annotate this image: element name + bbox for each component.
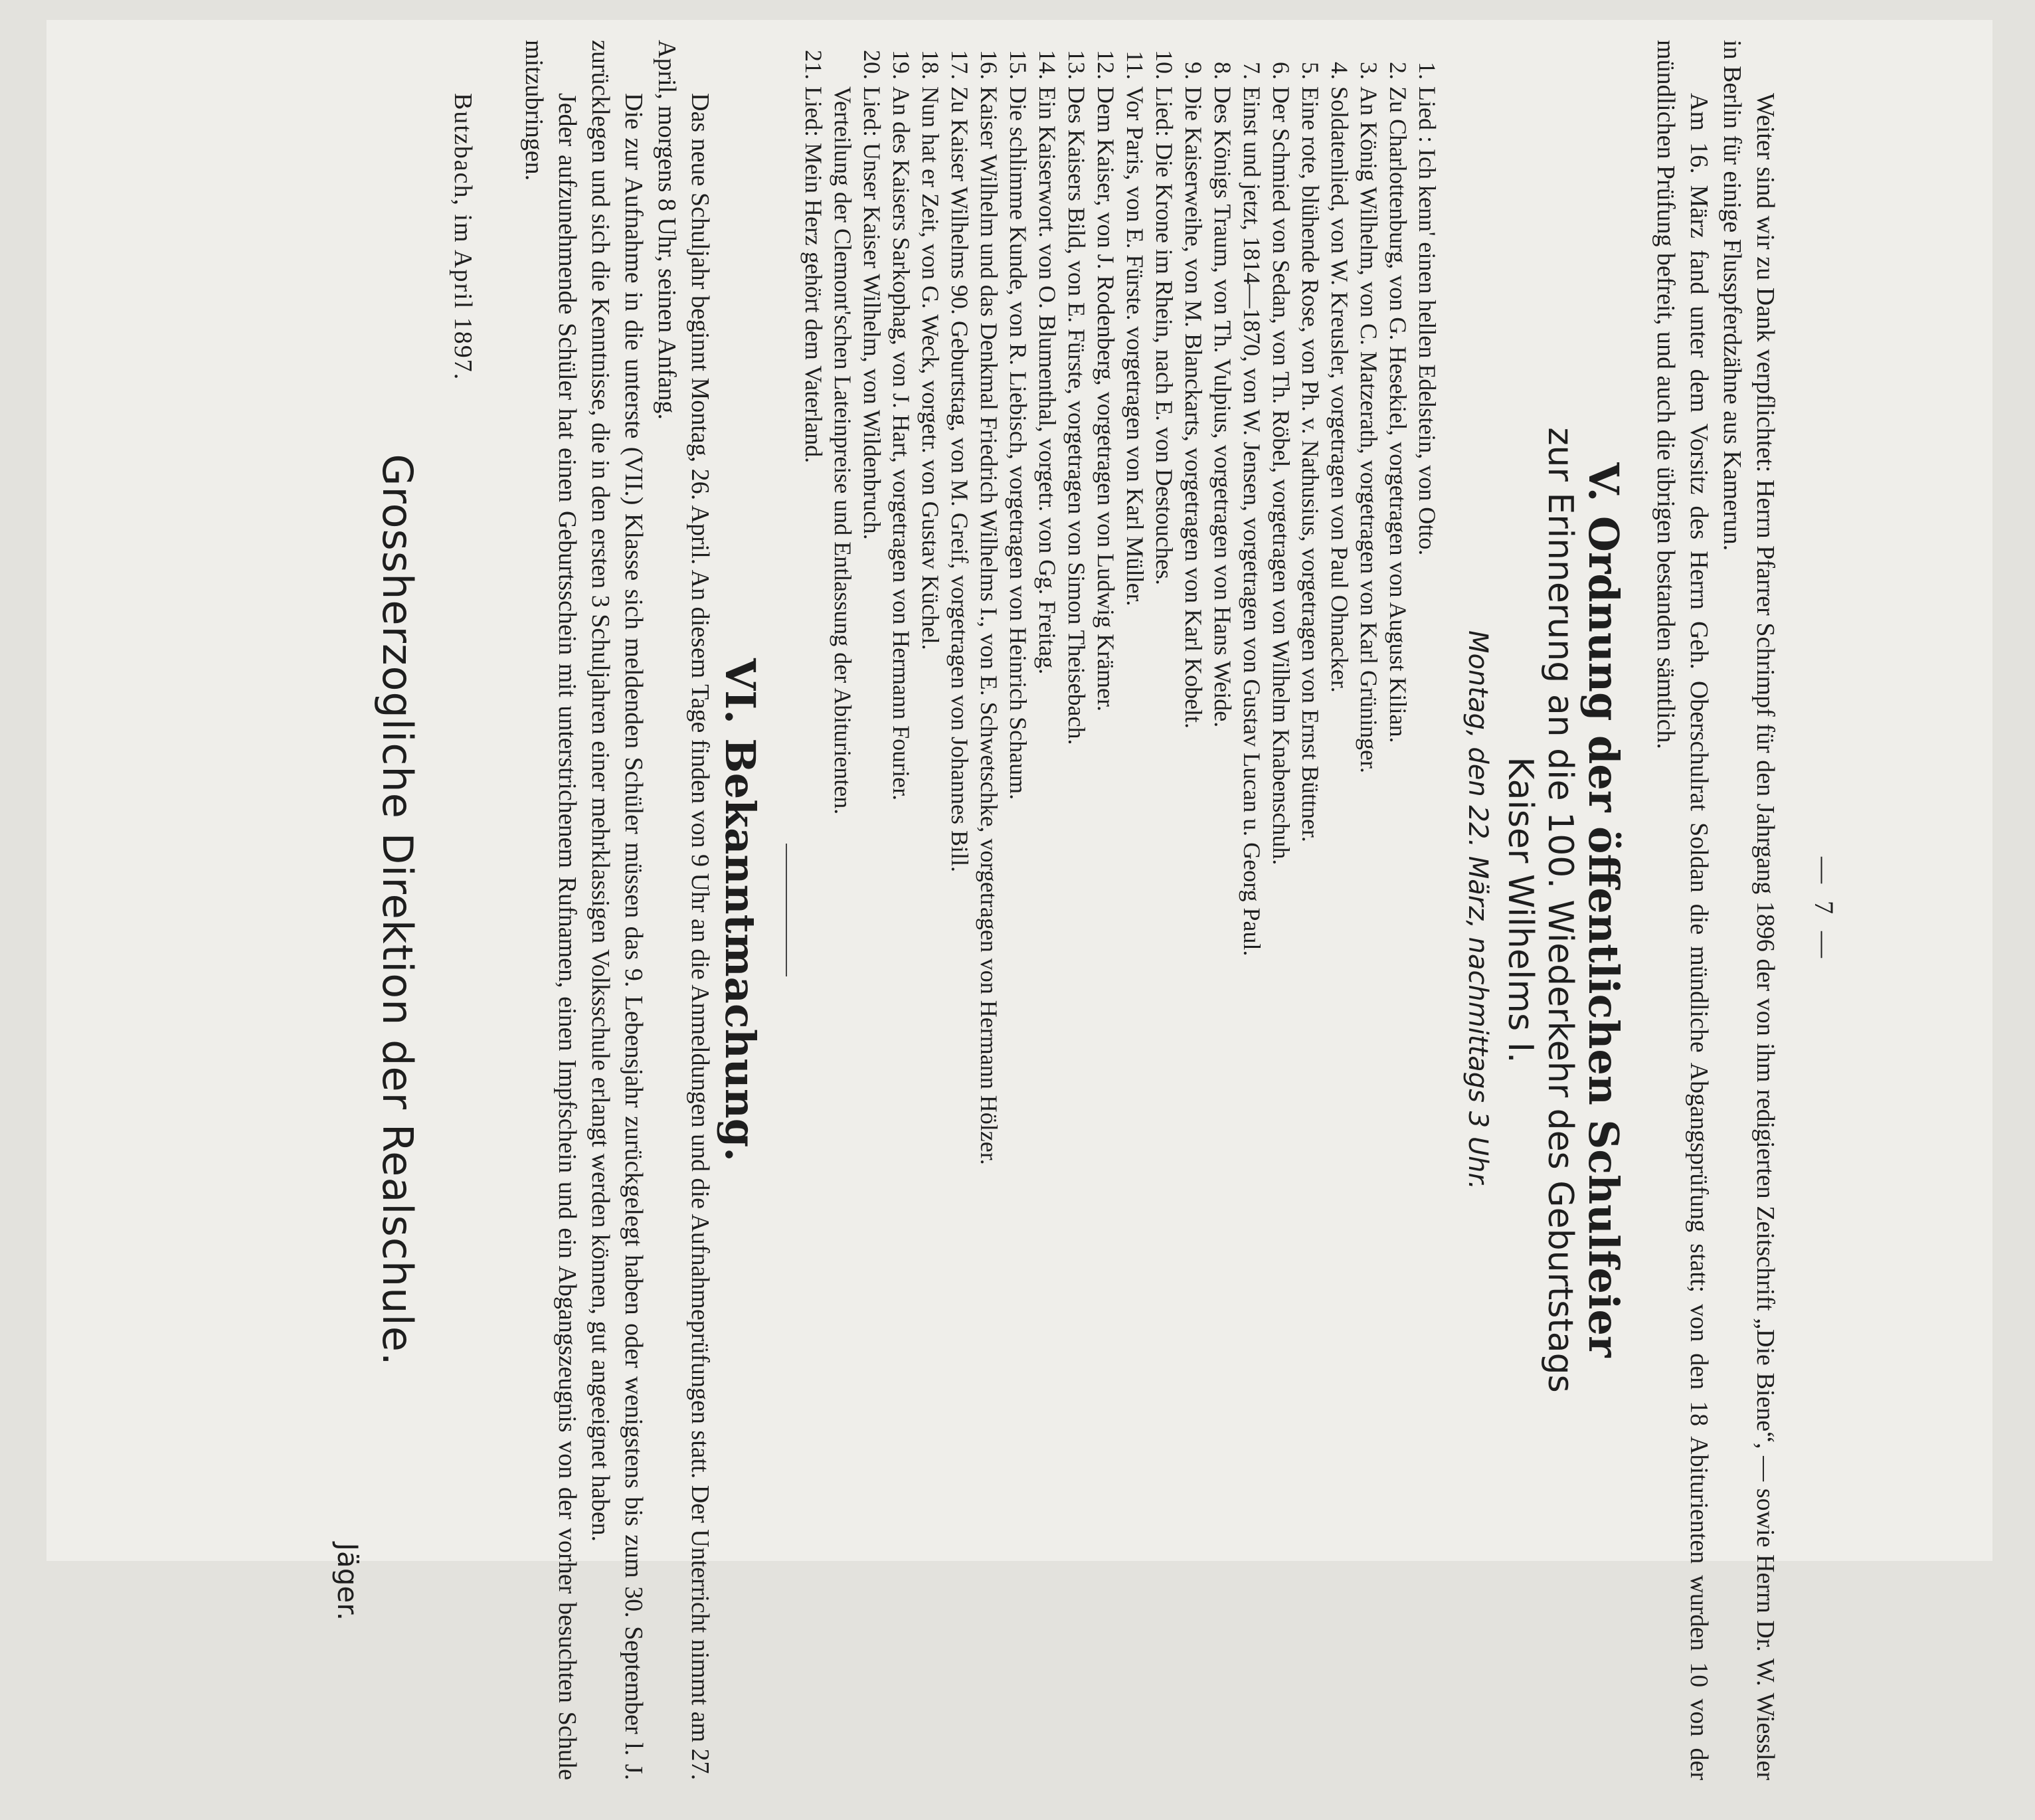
- program-item-number: 18.: [917, 50, 944, 80]
- divider: [786, 844, 787, 976]
- section-6-heading: VI. Bekanntmachung.: [716, 658, 764, 1162]
- program-item-text: Soldatenlied, von W. Kreusler, vorgetragen von Paul Ohnacker.: [1326, 86, 1353, 693]
- program-item-text: An des Kaisers Sarkophag, von J. Hart, vorgetragen von Hermann Fourier.: [888, 86, 915, 801]
- place-date: Butzbach, im April 1897.: [449, 93, 477, 381]
- rotated-page: [331, 0, 1866, 1820]
- program-item-number: 12.: [1093, 50, 1119, 80]
- program-item-number: 5.: [1297, 62, 1324, 80]
- page-number: — 7 —: [1809, 857, 1839, 963]
- signature-line: Grossherzogliche Direktion der Realschule.: [373, 454, 422, 1366]
- program-item-text: Vor Paris, von E. Fürste. vorgetragen von Karl Müller.: [1122, 86, 1148, 606]
- announcement-paragraph-2: Die zur Aufnahme in die unterste (VII.) Klasse sich meldenden Schüler müssen das 9. Lebensjahr zurückgelegt haben oder wenigstens bis zum 30. September l. J. zurücklegen und sich die Kenntnisse, die in den ersten 3 Schuljahren einer mehrklassigen Volksschule erlangt werden können, gut angeeignet haben.: [586, 40, 648, 1780]
- program-item-text: Des Kaisers Bild, von E. Fürste, vorgetragen von Simon Theisebach.: [1063, 86, 1090, 745]
- program-item-number: 11.: [1122, 50, 1148, 80]
- intro-paragraph-2: Am 16. März fand unter dem Vorsitz des Herrn Geh. Oberschulrat Soldan die mündliche Abgangsprüfung statt; von den 18 Abiturienten wurden 10 von der mündlichen Prüfung befreit, und auch die übrigen bestanden sämtlich.: [1652, 40, 1713, 1780]
- program-item: [1383, 40, 1413, 1780]
- program-item-number: 13.: [1063, 50, 1090, 80]
- program-item-text: Lied: Unser Kaiser Wilhelm, von Wildenbruch.: [859, 86, 885, 540]
- program-item-number: 15.: [1005, 50, 1031, 80]
- program-item: [1179, 40, 1208, 1780]
- program-item-text: Lied: Mein Herz gehört dem Vaterland.: [800, 86, 827, 464]
- program-item: [1091, 40, 1120, 1780]
- program-item: [828, 40, 857, 1780]
- program-item-text: Der Schmied von Sedan, von Th. Röbel, vorgetragen von Wilhelm Knabenschuh.: [1268, 86, 1294, 865]
- program-item: [1325, 40, 1354, 1780]
- program-item-number: 3.: [1356, 62, 1382, 80]
- program-item-number: 16.: [976, 50, 1002, 80]
- program-item: [1267, 40, 1296, 1780]
- program-item: [1033, 40, 1062, 1780]
- scanned-sheet: [46, 20, 1992, 1781]
- intro-paragraph-1: Weiter sind wir zu Dank verpflichtet: Herrn Pfarrer Schrimpf für den Jahrgang 1896 der von ihm redigierten Zeitschrift „Die Biene“, — sowie Herrn Dr. W. Wiessler in Berlin für einige Flusspferdzähne aus Kamerun.: [1718, 40, 1779, 1780]
- program-item-number: 7.: [1239, 62, 1265, 80]
- program-item-text: Verteilung der Clemont'schen Lateinpreise und Entlassung der Abiturienten.: [830, 86, 856, 815]
- program-item: [1062, 40, 1091, 1780]
- signatory-name: Jäger.: [331, 1542, 364, 1621]
- program-item-text: Die schlimme Kunde, von R. Liebisch, vorgetragen von Heinrich Schaum.: [1005, 86, 1031, 800]
- program-item: [799, 40, 828, 1780]
- section-5-date: Montag, den 22. März, nachmittags 3 Uhr.: [1462, 630, 1493, 1190]
- program-item-number: 10.: [1151, 50, 1178, 80]
- program-item: [1413, 40, 1442, 1780]
- program-item-number: [828, 40, 857, 86]
- program-item: [1004, 40, 1033, 1780]
- section-5-heading: V. Ordnung der öffentlichen Schulfeier: [1579, 462, 1628, 1358]
- program-item-number: 17.: [946, 50, 973, 80]
- program-item-number: 9.: [1180, 62, 1207, 80]
- program-item: [1120, 40, 1150, 1780]
- program-item-text: Lied : Ich kenn' einen hellen Edelstein, von Otto.: [1414, 86, 1441, 556]
- program-item-text: Die Kaiserweihe, von M. Blanckarts, vorgetragen von Karl Kobelt.: [1180, 86, 1207, 729]
- program-item-number: 21.: [800, 50, 827, 80]
- section-5-subtitle-2: Kaiser Wilhelms I.: [1500, 757, 1540, 1063]
- program-item-number: 1.: [1414, 62, 1441, 80]
- program-item: [857, 40, 887, 1780]
- program-item-text: Des Königs Traum, von Th. Vulpius, vorgetragen von Hans Weide.: [1209, 86, 1236, 728]
- program-item: [1354, 40, 1383, 1780]
- page-content: [331, 0, 1866, 1820]
- program-item-text: Ein Kaiserwort. von O. Blumenthal, vorgetr. von Gg. Freitag.: [1034, 86, 1061, 675]
- program-item: [974, 40, 1004, 1780]
- program-item: [945, 40, 974, 1780]
- program-item: [916, 40, 945, 1780]
- program-item-number: 8.: [1209, 62, 1236, 80]
- program-list: [799, 40, 1442, 1780]
- program-item-text: Nun hat er Zeit, von G. Weck, vorgetr. von Gustav Küchel.: [917, 86, 944, 650]
- program-item-text: Zu Charlottenburg, von G. Hesekiel, vorgetragen von August Kilian.: [1385, 86, 1411, 743]
- program-item-text: Lied: Die Krone im Rhein, nach E. von Destouches.: [1151, 86, 1178, 585]
- program-item: [1296, 40, 1325, 1780]
- program-item-number: 14.: [1034, 50, 1061, 80]
- section-5-subtitle-1: zur Erinnerung an die 100. Wiederkehr des Geburtstags: [1540, 427, 1580, 1393]
- program-item-number: 6.: [1268, 62, 1294, 80]
- program-item: [1208, 40, 1237, 1780]
- program-item: [1150, 40, 1179, 1780]
- announcement-paragraph-3: Jeder aufzunehmende Schüler hat einen Geburtsschein mit unterstrichenem Rufnamen, einen Impfschein und ein Abgangszeugnis von der vorher besuchten Schule mitzubringen.: [520, 40, 581, 1780]
- program-item-number: 4.: [1326, 62, 1353, 80]
- program-item-text: Einst und jetzt, 1814—1870, von W. Jensen, vorgetragen von Gustav Lucan u. Georg Paul.: [1239, 86, 1265, 956]
- program-item-text: Kaiser Wilhelm und das Denkmal Friedrich Wilhelms I., von E. Schwetschke, vorgetragen von Hermann Hölzer.: [976, 86, 1002, 1165]
- announcement-paragraph-1: Das neue Schuljahr beginnt Montag, 26. April. An diesem Tage finden von 9 Uhr an die Anmeldungen und die Aufnahmeprüfungen statt. Der Unterricht nimmt am 27. April, morgens 8 Uhr, seinen Anfang.: [653, 40, 714, 1781]
- program-item-number: 2.: [1385, 62, 1411, 80]
- program-item-text: An König Wilhelm, von C. Matzerath, vorgetragen von Karl Grüninger.: [1356, 86, 1382, 773]
- program-item: [887, 40, 916, 1780]
- program-item-text: Zu Kaiser Wilhelms 90. Geburtstag, von M. Greif, vorgetragen von Johannes Bill.: [946, 86, 973, 873]
- program-item-number: 19.: [888, 50, 915, 80]
- program-item-text: Dem Kaiser, von J. Rodenberg, vorgetragen von Ludwig Krämer.: [1093, 86, 1119, 712]
- program-item-text: Eine rote, blühende Rose, von Ph. v. Nathusius, vorgetragen von Ernst Büttner.: [1297, 86, 1324, 842]
- program-item-number: 20.: [859, 50, 885, 80]
- program-item: [1237, 40, 1267, 1780]
